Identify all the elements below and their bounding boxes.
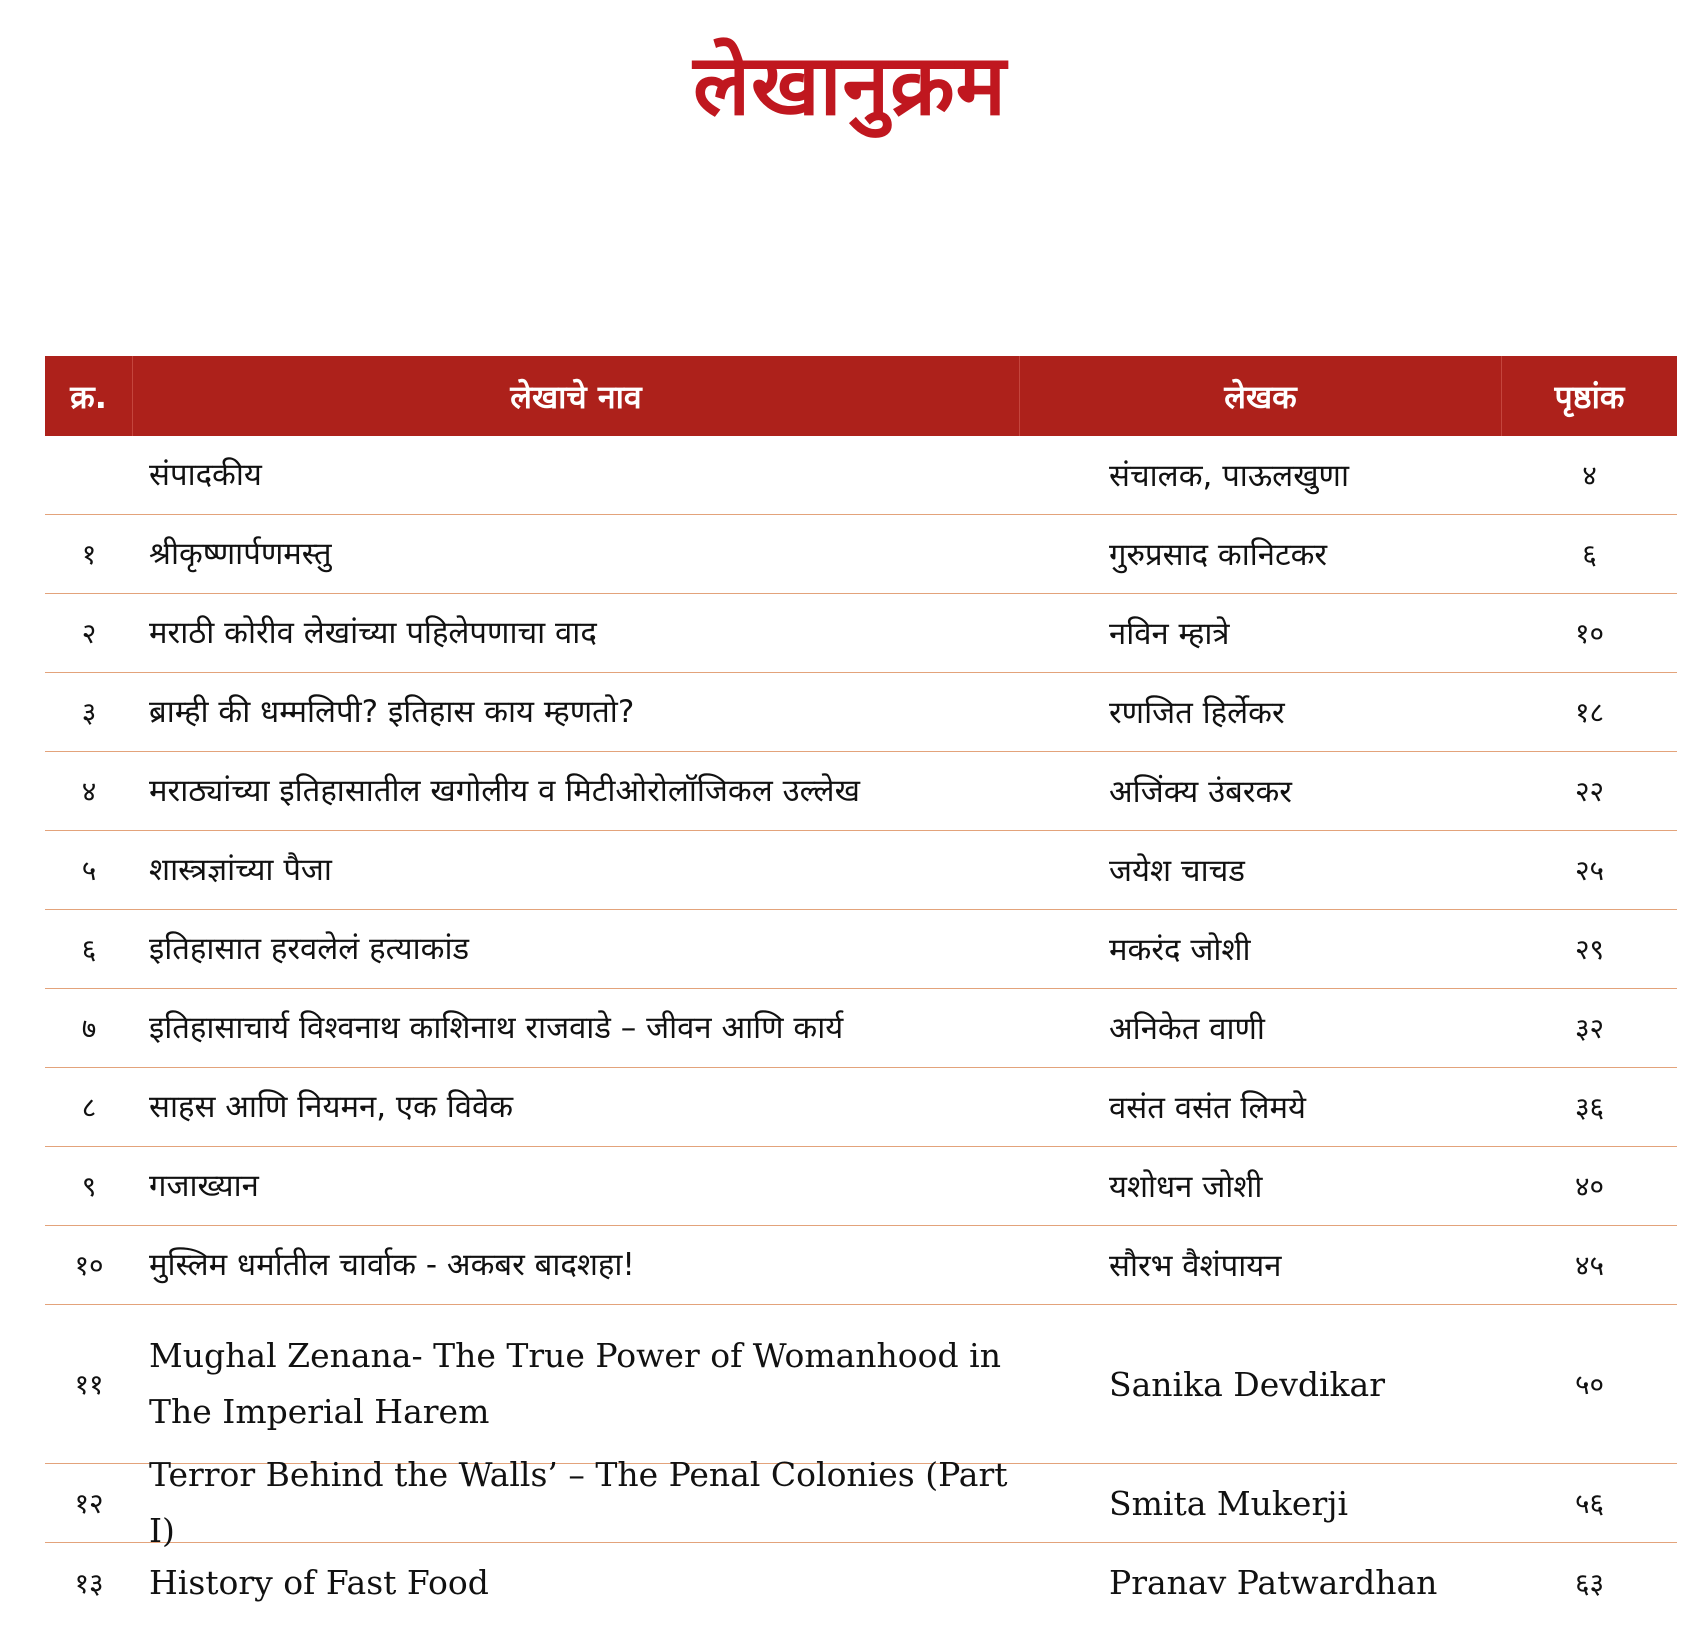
row-number: ११ (74, 1368, 104, 1401)
article-title: History of Fast Food (149, 1562, 489, 1602)
table-row[interactable] (45, 831, 1677, 910)
table-row[interactable] (45, 673, 1677, 752)
article-author: जयेश चाचड (1109, 853, 1245, 889)
table-row[interactable] (45, 1455, 1677, 1550)
article-page: १८ (1574, 696, 1605, 729)
article-author: गुरुप्रसाद कानिटकर (1109, 537, 1328, 573)
header-author: लेखक (1020, 356, 1502, 436)
table-header (45, 356, 1677, 436)
table-row[interactable] (45, 515, 1677, 594)
article-title: Mughal Zenana- The True Power of Womanhood in The Imperial Harem (149, 1336, 1001, 1431)
row-number: २ (81, 617, 97, 650)
row-number: १ (81, 538, 97, 571)
article-author: Sanika Devdikar (1109, 1364, 1386, 1404)
article-title: गजाख्यान (149, 1168, 259, 1204)
header-number: क्र. (45, 356, 133, 436)
article-page: ६ (1582, 538, 1597, 571)
article-author: अनिकेत वाणी (1109, 1011, 1265, 1047)
article-title: संपादकीय (149, 457, 262, 493)
article-author: Pranav Patwardhan (1109, 1563, 1438, 1602)
table-row[interactable] (45, 989, 1677, 1068)
article-page: ३२ (1574, 1012, 1605, 1045)
article-author: वसंत वसंत लिमये (1109, 1090, 1306, 1126)
table-row[interactable] (45, 1305, 1677, 1464)
article-page: ४० (1574, 1170, 1605, 1203)
article-title: इतिहासात हरवलेलं हत्याकांड (149, 931, 470, 967)
row-number: १० (74, 1249, 104, 1282)
header-article-title: लेखाचे नाव (133, 356, 1020, 436)
contents-table (45, 356, 1677, 1622)
header-page: पृष्ठांक (1554, 377, 1625, 416)
article-page: ५६ (1574, 1487, 1605, 1520)
article-page: ६३ (1574, 1566, 1605, 1600)
article-title: साहस आणि नियमन, एक विवेक (149, 1089, 514, 1125)
table-row[interactable] (45, 1543, 1677, 1622)
table-row[interactable] (45, 910, 1677, 989)
article-page: १० (1574, 617, 1605, 650)
row-number: १२ (74, 1487, 104, 1520)
article-title: Terror Behind the Walls’ – The Penal Colonies (Part I) (149, 1455, 1008, 1550)
article-page: २५ (1574, 854, 1605, 887)
article-title: ब्राम्ही की धम्मलिपी? इतिहास काय म्हणतो? (149, 694, 635, 730)
article-title: मुस्लिम धर्मातील चार्वाक - अकबर बादशहा! (149, 1247, 635, 1283)
article-page: ३६ (1574, 1091, 1605, 1124)
article-author: Smita Mukerji (1109, 1483, 1349, 1523)
page-title: लेखानुक्रम (693, 36, 1007, 134)
table-row[interactable] (45, 436, 1677, 515)
article-title: मराठ्यांच्या इतिहासातील खगोलीय व मिटीओरोलॉजिकल उल्लेख (149, 773, 860, 809)
article-author: मकरंद जोशी (1109, 932, 1251, 968)
table-row[interactable] (45, 1068, 1677, 1147)
article-page: ४५ (1574, 1249, 1605, 1282)
article-author: अजिंक्य उंबरकर (1109, 774, 1292, 810)
article-author: सौरभ वैशंपायन (1109, 1248, 1282, 1284)
article-page: ४ (1582, 459, 1597, 492)
article-title: श्रीकृष्णार्पणमस्तु (149, 536, 332, 572)
article-title: मराठी कोरीव लेखांच्या पहिलेपणाचा वाद (149, 615, 597, 651)
article-author: रणजित हिर्लेकर (1109, 695, 1285, 731)
table-row[interactable] (45, 1226, 1677, 1305)
article-page: २९ (1574, 933, 1605, 966)
row-number: ७ (81, 1012, 97, 1045)
row-number: ६ (81, 933, 97, 966)
table-row[interactable] (45, 1147, 1677, 1226)
article-title: शास्त्रज्ञांच्या पैजा (149, 852, 332, 888)
article-page: ५० (1574, 1368, 1605, 1401)
row-number: १३ (74, 1566, 104, 1600)
row-number: ९ (81, 1170, 97, 1203)
article-title: इतिहासाचार्य विश्वनाथ काशिनाथ राजवाडे – जीवन आणि कार्य (149, 1010, 844, 1046)
row-number: ५ (81, 854, 97, 887)
table-row[interactable] (45, 594, 1677, 673)
row-number: ८ (81, 1091, 97, 1124)
row-number: ४ (81, 775, 97, 808)
table-row[interactable] (45, 752, 1677, 831)
article-author: यशोधन जोशी (1109, 1169, 1263, 1205)
article-page: २२ (1574, 775, 1605, 808)
row-number: ३ (81, 696, 97, 729)
article-author: संचालक, पाऊलखुणा (1109, 458, 1349, 494)
article-author: नविन म्हात्रे (1109, 616, 1230, 652)
